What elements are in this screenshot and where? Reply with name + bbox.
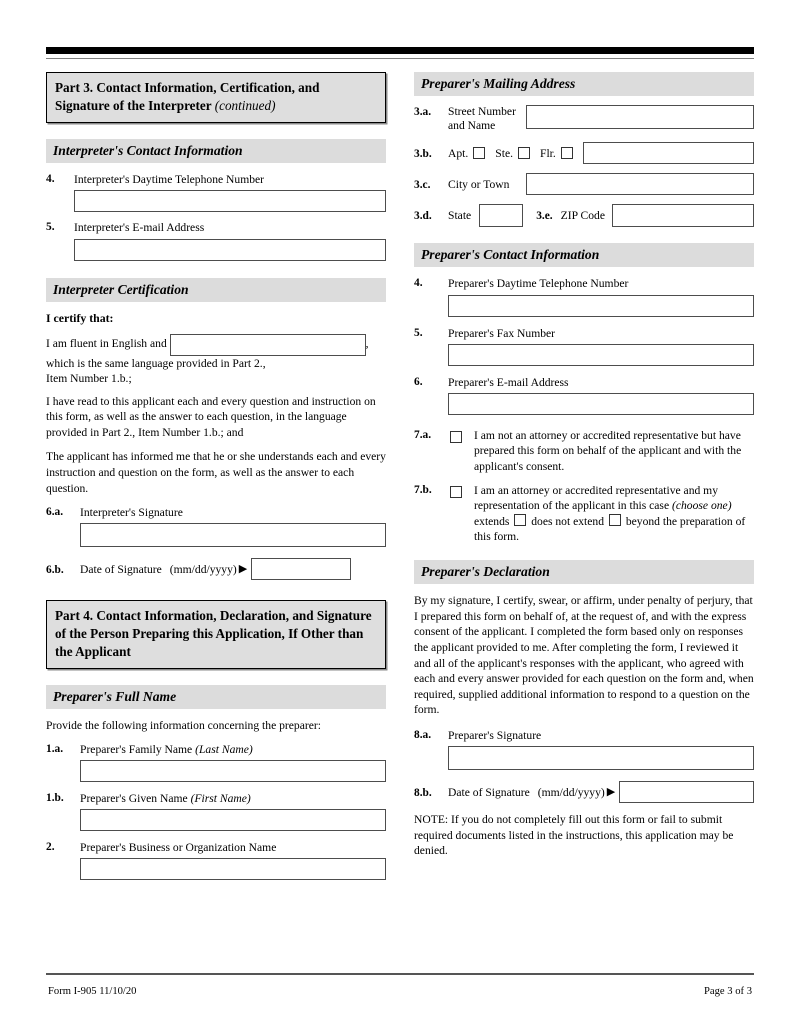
item-7b-attorney-statement <box>414 483 754 544</box>
item-number: 3.d. <box>414 210 432 223</box>
city-or-town-input[interactable] <box>526 173 754 195</box>
preparer-declaration-text: By my signature, I certify, swear, or affirm, under penalty of perjury, that I prepared this form on behalf of, at the request of, and with the express consent of the applicant. I completed the form based only on responses the applicant provided to me. After completing the form, I reviewed it and all of the applicant's responses with the applicant, who agreed with each and every answer provided for each question on the form and, when required, supplied additional information to respond to a question on the form. <box>414 594 754 717</box>
state-label: State <box>448 209 472 223</box>
item-label: Preparer's Signature <box>448 728 542 742</box>
item-label: Preparer's Daytime Telephone Number <box>448 277 629 291</box>
section-preparer-mailing-address: Preparer's Mailing Address <box>414 72 754 96</box>
date-format-hint: (mm/dd/yyyy) <box>169 562 237 576</box>
footer-rule <box>46 973 754 975</box>
preparer-signature-input[interactable] <box>448 746 754 770</box>
apt-label: Apt. <box>448 146 469 160</box>
part-4-title: Part 4. Contact Information, Declaration, and Signature of the Person Preparing this Application, If Other than the Applicant <box>55 608 372 660</box>
item-number: 1.b. <box>46 791 64 804</box>
read-to-applicant-statement <box>46 394 386 441</box>
statement-line1: I am an attorney or accredited representative and my representation of the applicant in this case <box>474 484 718 513</box>
street-label-line1: Street Number <box>448 105 516 118</box>
statement-line-end: beyond the preparation of this form. <box>474 514 746 543</box>
item-label <box>80 791 386 806</box>
item-label-italic: (Last Name) <box>195 742 253 756</box>
item-4-preparer-phone <box>414 276 754 316</box>
item-label: Date of Signature <box>448 785 530 799</box>
item-4-interpreter-phone <box>46 172 386 212</box>
part-3-header <box>46 72 386 123</box>
statement-text: I am not an attorney or accredited representative but have prepared this form on behalf of the applicant and with the applicant's consent. <box>474 429 742 473</box>
section-preparer-declaration: Preparer's Declaration <box>414 560 754 584</box>
ste-label: Ste. <box>495 146 514 160</box>
item-label: Interpreter's Daytime Telephone Number <box>74 172 265 186</box>
state-input[interactable] <box>479 204 523 227</box>
note-body: If you do not completely fill out this form or fail to submit required documents listed in the instructions, this application may be denied. <box>414 813 734 858</box>
item-7a-not-attorney-statement <box>414 428 754 474</box>
note-label: NOTE: <box>414 813 449 827</box>
preparer-fax-number-input[interactable] <box>448 344 754 366</box>
fluent-language-statement <box>46 334 386 387</box>
item-number: 8.b. <box>414 786 432 799</box>
item-number: 3.c. <box>414 178 431 191</box>
item-label: Preparer's E-mail Address <box>448 375 569 389</box>
item-3b-apt-ste-flr <box>414 142 754 164</box>
section-interpreter-certification: Interpreter Certification <box>46 278 386 302</box>
fluent-line2: which is the same language provided in <box>46 356 233 370</box>
item-8a-preparer-signature <box>414 728 754 770</box>
interpreter-signature-date-input[interactable] <box>251 558 351 580</box>
not-attorney-checkbox[interactable] <box>450 431 462 443</box>
ste-checkbox[interactable] <box>518 147 530 159</box>
part-3-continued: (continued) <box>214 97 276 113</box>
item-label: Preparer's Business or Organization Name <box>80 841 277 855</box>
interpreter-email-input[interactable] <box>74 239 386 261</box>
fluent-prefix: I am fluent in English and <box>46 337 167 351</box>
apt-checkbox[interactable] <box>473 147 485 159</box>
preparer-signature-date-input[interactable] <box>619 781 754 803</box>
item-6b-date-of-signature <box>46 558 386 580</box>
unit-number-input[interactable] <box>583 142 754 164</box>
does-not-extend-label: does not extend <box>531 514 605 528</box>
item-1b-preparer-given-name <box>46 791 386 831</box>
does-not-extend-checkbox[interactable] <box>609 514 621 526</box>
note-text <box>414 812 754 859</box>
item-2-preparer-business-name <box>46 840 386 880</box>
item-5-interpreter-email <box>46 220 386 260</box>
language-fluency-input[interactable] <box>170 334 366 356</box>
item-label: City or Town <box>448 177 510 191</box>
item-number: 5. <box>414 326 423 339</box>
item-label-text: Preparer's Given Name <box>80 791 191 805</box>
fluent-suffix: , <box>365 337 369 351</box>
read-statement-text: I have read to this applicant each and every question and instruction on this form, as well as the answer to each question, in the language provided in <box>46 394 376 439</box>
item-5-preparer-fax <box>414 326 754 366</box>
item-number: 4. <box>46 172 55 185</box>
extends-checkbox[interactable] <box>514 514 526 526</box>
applicant-informed-statement: The applicant has informed me that he or she understands each and every instruction and question on the form, as well as the answer to each question. <box>46 450 386 495</box>
part-4-header <box>46 600 386 669</box>
item-label: Interpreter's Signature <box>80 506 183 520</box>
flr-label: Flr. <box>540 146 556 160</box>
item-number: 8.a. <box>414 728 432 741</box>
item-8b-date-of-signature <box>414 781 754 803</box>
street-number-and-name-input[interactable] <box>526 105 754 129</box>
item-3c-city-or-town <box>414 173 754 195</box>
item-number-3e: 3.e. <box>536 209 553 222</box>
zip-code-label: ZIP Code <box>560 209 605 223</box>
choose-one-hint: (choose one) <box>672 499 732 513</box>
preparer-business-name-input[interactable] <box>80 858 386 880</box>
read-statement-ref: Part 2., Item Number 1.b. <box>102 425 221 439</box>
date-format-hint: (mm/dd/yyyy) <box>537 785 605 799</box>
top-thin-rule <box>46 58 754 59</box>
fluent-part2-ref: Part 2., <box>232 356 266 370</box>
item-number: 3.a. <box>414 106 432 118</box>
item-number: 2. <box>46 841 55 854</box>
preparer-daytime-telephone-input[interactable] <box>448 295 754 317</box>
right-arrow-icon: ▶ <box>238 562 248 575</box>
item-number: 7.a. <box>414 429 432 442</box>
fluent-item-ref: Item Number 1.b. <box>46 372 129 386</box>
item-number: 3.b. <box>414 147 432 160</box>
interpreter-daytime-telephone-input[interactable] <box>74 190 386 212</box>
attorney-checkbox[interactable] <box>450 486 462 498</box>
item-number: 4. <box>414 277 423 290</box>
flr-checkbox[interactable] <box>561 147 573 159</box>
item-number: 1.a. <box>46 742 64 755</box>
item-label: Interpreter's E-mail Address <box>74 221 205 235</box>
item-number: 6.a. <box>46 506 64 519</box>
fluent-line3-end: ; <box>128 372 132 386</box>
item-number: 5. <box>46 221 55 234</box>
item-6-preparer-email <box>414 375 754 415</box>
preparer-intro-text: Provide the following information concerning the preparer: <box>46 719 321 733</box>
right-arrow-icon: ▶ <box>606 785 616 798</box>
part-3-title: Part 3. Contact Information, Certification, and Signature of the Interpreter <box>55 80 320 113</box>
certify-lead-text: I certify that: <box>46 310 114 325</box>
section-preparer-contact-information: Preparer's Contact Information <box>414 243 754 267</box>
item-label-italic: (First Name) <box>190 791 251 805</box>
item-6a-interpreter-signature <box>46 505 386 547</box>
item-label <box>448 105 526 133</box>
footer-form-number: Form I-905 11/10/20 <box>48 986 137 997</box>
item-label <box>80 742 386 757</box>
section-interpreter-contact-information: Interpreter's Contact Information <box>46 139 386 163</box>
statement-body <box>474 483 754 544</box>
zip-code-input[interactable] <box>612 204 754 227</box>
item-3d-3e-state-zip <box>414 204 754 227</box>
preparer-email-input[interactable] <box>448 393 754 415</box>
footer-page-number: Page 3 of 3 <box>704 986 752 997</box>
preparer-given-name-input[interactable] <box>80 809 386 831</box>
item-label-text: Preparer's Family Name <box>80 742 196 756</box>
section-preparer-full-name: Preparer's Full Name <box>46 685 386 709</box>
street-label-line2: and Name <box>448 119 496 133</box>
interpreter-signature-input[interactable] <box>80 523 386 547</box>
item-number: 7.b. <box>414 484 432 497</box>
item-label: Preparer's Fax Number <box>448 326 556 340</box>
item-1a-preparer-family-name <box>46 742 386 782</box>
extends-label: extends <box>474 514 510 528</box>
item-number: 6. <box>414 375 423 388</box>
preparer-family-name-input[interactable] <box>80 760 386 782</box>
item-3a-street-number-and-name <box>414 105 754 133</box>
item-label: Date of Signature <box>80 562 162 576</box>
read-statement-end: ; and <box>220 425 244 439</box>
page-sheet <box>46 0 754 1035</box>
right-column <box>414 72 754 868</box>
top-black-bar <box>46 47 754 54</box>
left-column <box>46 72 386 882</box>
item-number: 6.b. <box>46 563 64 576</box>
